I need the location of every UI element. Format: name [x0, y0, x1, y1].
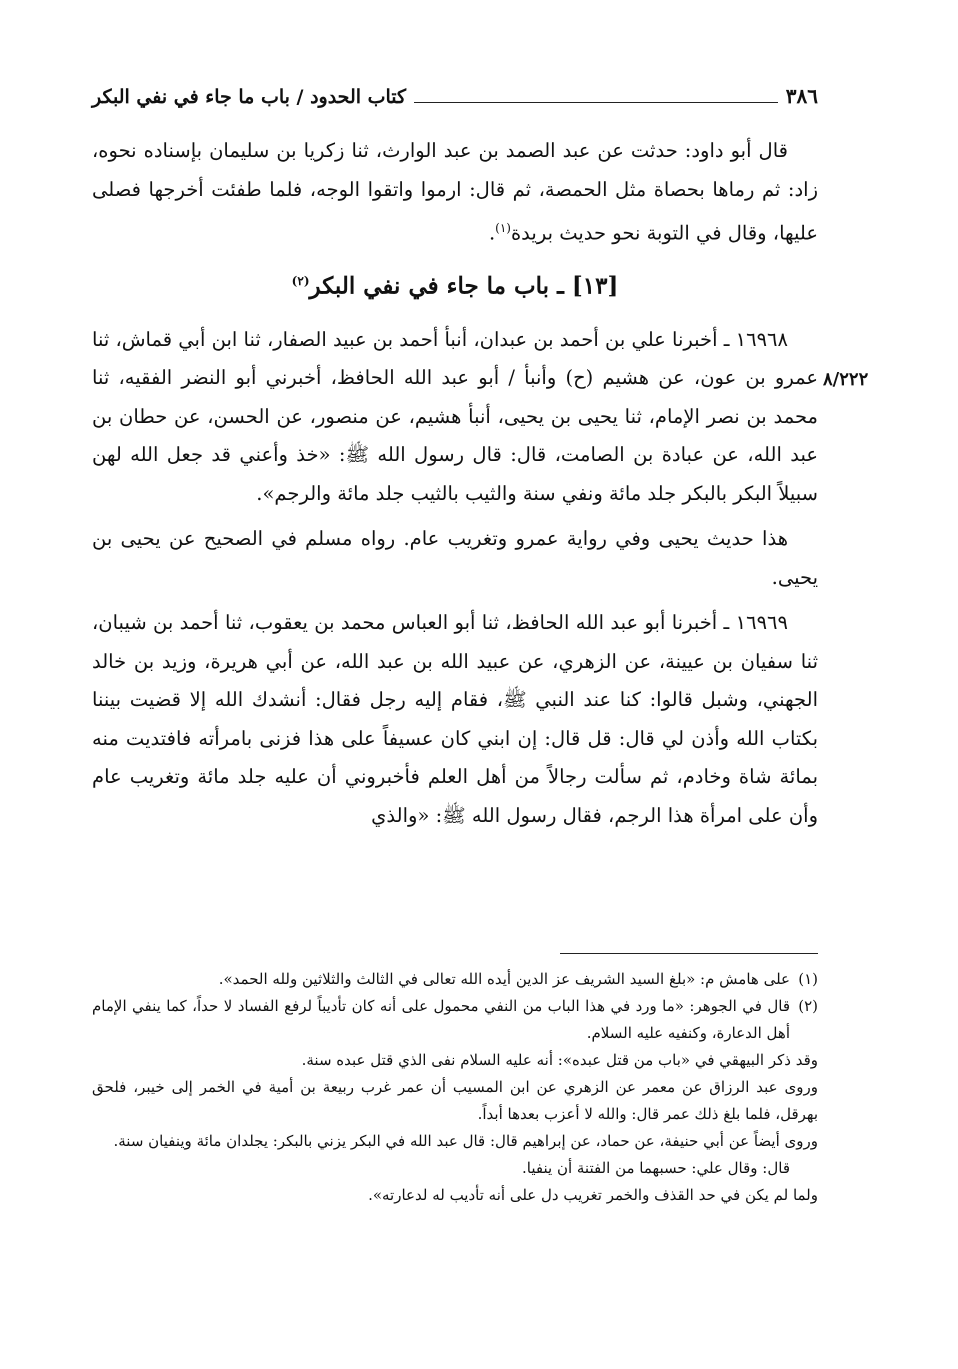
footnote-2-cont-b: وقد ذكر البيهقي في «باب من قتل عبده»: أنه عليه السلام نفى الذي قتل عبده سنة.	[301, 1051, 818, 1069]
running-header	[92, 84, 818, 108]
paragraph-commentary: هذا حديث يحيى وفي رواية عمرو وتغريب عام. رواه مسلم في الصحيح عن يحيى بن يحيى.	[92, 527, 818, 589]
page-number: ٣٨٦	[785, 84, 818, 108]
footnote-ref-2: (٢)	[291, 274, 310, 288]
footnote-2-cont-d: وروى أيضاً عن أبي حنيفة، عن حماد، عن إبراهيم قال: قال عبد الله في البكر يزني بالبكر: يجلدان مائة وينفيان سنة.	[113, 1132, 818, 1150]
margin-reference: ٨/٢٢٢	[823, 369, 869, 390]
footnote-number: (١)	[798, 970, 818, 988]
footnote-2	[92, 993, 818, 1047]
running-title: كتاب الحدود / باب ما جاء في نفي البكر	[92, 86, 407, 108]
paragraph-abu-dawud	[92, 132, 818, 253]
paragraph-text: قال أبو داود: حدثت عن عبد الصمد بن عبد الوارث، ثنا زكريا بن سليمان بإسناده نحوه، زاد: ثم رماها بحصاة مثل الحمصة، ثم قال: ارموا واتقوا الوجه، فلما طفئت أخرجها فصلى عليها، وقال في التوبة نحو حديث بريدة	[92, 139, 818, 245]
hadith-16968: ١٦٩٦٨ ـ أخبرنا علي بن أحمد بن عبدان، أنبأ أحمد بن عبيد الصفار، ثنا ابن أبي قماش، ثنا عمرو بن عون، عن هشيم (ح) وأنبأ / أبو عبد الله الحافظ، أخبرني أبو النضر الفقيه، ثنا محمد بن نصر الإمام، ثنا يحيى بن يحيى، أنبأ هشيم، عن منصور، عن الحسن، عن حطان بن عبد الله، عن عبادة بن الصامت، قال: قال رسول الله ﷺ: «خذ وأعني قد جعل الله لهن سبيلاً البكر بالبكر جلد مائة ونفي سنة والثيب بالثيب جلد مائة والرجم».	[92, 327, 818, 505]
footnote-2-cont-e: قال: وقال علي: حسبهما من الفتنة أن ينفيا.	[522, 1159, 790, 1177]
footnote-ref-1: (١)	[495, 221, 511, 235]
header-rule	[414, 101, 778, 103]
footnote-2-cont-c: وروى عبد الرزاق عن معمر عن الزهري عن ابن المسيب أن عمر غرب ربيعة بن أمية في الخمر إلى خيبر، فلحق بهرقل، فلما بلغ ذلك عمر قال: والله لا أعزب بعدها أبداً.	[92, 1078, 818, 1123]
footnotes	[92, 966, 818, 1209]
footnote-1	[92, 966, 818, 993]
footnote-2-cont-f: ولما لم يكن في حد القذف والخمر تغريب دل على أنه تأديب له لدعارته».	[368, 1186, 818, 1204]
footnote-text: على هامش م: «بلغ السيد الشريف عز الدين أيده الله تعالى في الثالث والثلاثين ولله الحمد».	[218, 970, 790, 988]
period: .	[488, 221, 496, 245]
footnote-text: قال في الجوهر: «ما ورد في هذا الباب من النفي محمول على أنه كان تأديباً لرفع الفساد لا حداً، كما ينفي الإمام أهل الدعارة، وكنفيه عليه السلام.	[92, 997, 791, 1042]
hadith-16969: ١٦٩٦٩ ـ أخبرنا أبو عبد الله الحافظ، ثنا أبو العباس محمد بن يعقوب، ثنا أحمد بن شيبان، ثنا سفيان بن عيينة، عن الزهري، عن عبيد الله بن عبد الله، عن أبي هريرة، وزيد بن خالد الجهني، وشبل قالوا: كنا عند النبي ﷺ، فقام إليه رجل فقال: أنشدك الله إلا قضيت بيننا بكتاب الله وأذن لي قال: قل قال: إن ابني كان عسيفاً على هذا فزنى بامرأته فافتديت منه بمائة شاة وخادم، ثم سألت رجالاً من أهل العلم فأخبروني أن عليه جلد مائة وتغريب عام وأن على امرأة هذا الرجم، فقال رسول الله ﷺ: «والذي	[92, 611, 818, 827]
main-text	[92, 132, 818, 842]
footnote-separator	[560, 953, 818, 954]
footnote-number: (٢)	[798, 997, 818, 1015]
chapter-heading	[92, 261, 818, 307]
chapter-heading-text: [١٣] ـ باب ما جاء في نفي البكر	[309, 272, 619, 300]
